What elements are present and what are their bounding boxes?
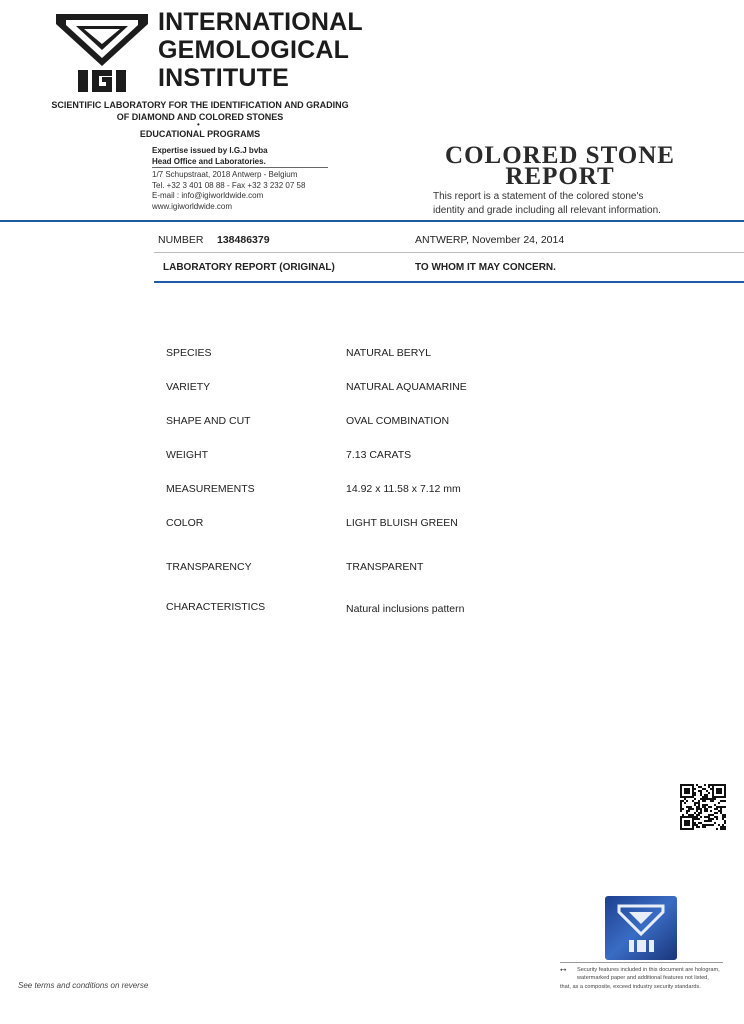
security-note (577, 966, 720, 982)
tagline-line: OF DIAMOND AND COLORED STONES (116, 112, 284, 122)
field-label: COLOR (166, 517, 204, 529)
qr-code-icon (680, 784, 726, 830)
security-line: Security features included in this document are hologram, (577, 967, 720, 973)
contact-issuer: Expertise issued by I.G.J bvba (152, 146, 268, 155)
field-value: NATURAL AQUAMARINE (346, 381, 467, 393)
meta-divider (154, 252, 744, 253)
contact-block (152, 146, 305, 213)
tagline-line: SCIENTIFIC LABORATORY FOR THE IDENTIFICATION AND GRADING (51, 100, 349, 110)
report-type: LABORATORY REPORT (ORIGINAL) (163, 262, 335, 273)
field-label: CHARACTERISTICS (166, 601, 266, 613)
security-divider (560, 962, 723, 963)
hologram-seal-icon (605, 896, 677, 960)
location-date: ANTWERP, November 24, 2014 (415, 234, 565, 246)
institute-name (158, 8, 363, 92)
meta-bottom-divider (154, 281, 744, 283)
report-desc-line: identity and grade including all relevant information. (433, 205, 661, 216)
report-description (433, 190, 661, 218)
field-value: LIGHT BLUISH GREEN (346, 517, 458, 529)
addressee: TO WHOM IT MAY CONCERN. (415, 262, 556, 273)
field-label: SHAPE AND CUT (166, 415, 251, 427)
contact-phone: Tel. +32 3 401 08 88 - Fax +32 3 232 07 58 (152, 180, 306, 190)
field-label: MEASUREMENTS (166, 483, 255, 495)
report-desc-line: This report is a statement of the colored stone's (433, 191, 644, 202)
field-label: VARIETY (166, 381, 211, 393)
field-value: TRANSPARENT (346, 561, 424, 573)
field-label: SPECIES (166, 347, 212, 359)
tagline-line: EDUCATIONAL PROGRAMS (139, 129, 261, 139)
igi-logo-icon (52, 10, 152, 96)
institute-name-line: INSTITUTE (158, 64, 289, 92)
key-icon: ⭤ (560, 965, 567, 974)
contact-website: www.igiworldwide.com (152, 201, 233, 211)
report-title-line1: COLORED STONE (445, 142, 675, 169)
number-label: NUMBER (158, 234, 204, 246)
contact-email: E-mail : info@igiworldwide.com (152, 191, 264, 201)
report-number: 138486379 (217, 234, 270, 246)
institute-name-line: INTERNATIONAL (158, 8, 363, 36)
contact-divider (152, 167, 328, 168)
field-label: TRANSPARENCY (166, 561, 252, 573)
terms-note: See terms and conditions on reverse (18, 981, 149, 990)
contact-office: Head Office and Laboratories. (152, 156, 266, 166)
field-value: OVAL COMBINATION (346, 415, 450, 427)
security-line: that, as a composite, exceed industry security standards. (560, 984, 701, 990)
header-divider (0, 220, 744, 222)
field-value: 7.13 CARATS (346, 449, 412, 461)
field-label: WEIGHT (166, 449, 208, 461)
tagline-bullet: • (197, 120, 200, 129)
field-value: 14.92 x 11.58 x 7.12 mm (346, 483, 461, 495)
report-title-line2: REPORT (505, 163, 615, 190)
security-line: watermarked paper and additional features not listed, (577, 975, 709, 981)
field-value: Natural inclusions pattern (346, 603, 465, 615)
contact-address: 1/7 Schupstraat, 2018 Antwerp - Belgium (152, 170, 298, 180)
institute-name-line: GEMOLOGICAL (158, 36, 350, 64)
field-value: NATURAL BERYL (346, 347, 431, 359)
